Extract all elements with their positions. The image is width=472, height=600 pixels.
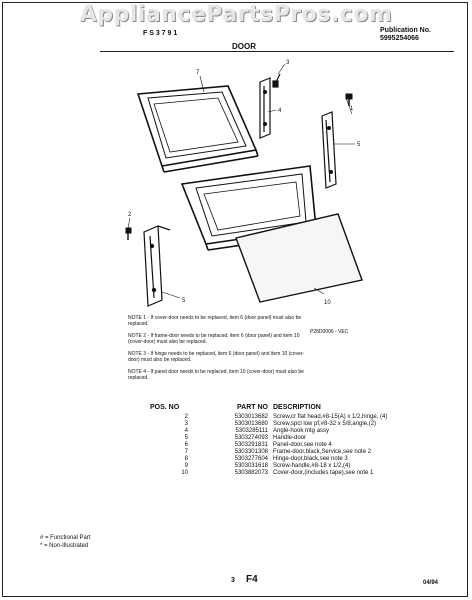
description-cell: Angle-hook mtg assy [273, 428, 330, 434]
pos-cell: 7 [184, 449, 188, 455]
header-rule [100, 51, 454, 52]
table-row [150, 428, 423, 435]
part-no-cell: 5303013680 [234, 421, 268, 427]
column-header: PART NO [237, 404, 268, 411]
table-row [150, 456, 423, 463]
part-no-cell: 5303013682 [234, 414, 268, 420]
page-code: F4 [246, 574, 258, 585]
callout-label: 5 [357, 142, 361, 148]
hinge-bottom-part [144, 226, 170, 306]
description-cell: Screw,spcl low pf,#8-32 x 5/8,angle,(2) [273, 421, 377, 427]
description-cell: Hinge-door,black,see note 3 [273, 456, 348, 462]
pos-cell: 8 [184, 456, 188, 462]
part-no-cell: 5303274093 [234, 435, 268, 441]
callout-label: 10 [324, 300, 331, 306]
part-no-cell: 5303031618 [234, 463, 268, 469]
figure-code: P28D0006 - VEC [310, 329, 349, 335]
note: NOTE 1 - If cover-door needs to be replaced, item 6 (door panel) must also be replaced. [128, 315, 302, 327]
description-cell: Screw-handle,#8-18 x 1/2,(4) [273, 463, 351, 469]
table-header-row [150, 404, 423, 414]
legend-item: * = Non-Illustrated [40, 543, 89, 549]
callout-label: 4 [278, 108, 282, 114]
pos-cell: 4 [184, 428, 188, 434]
frame-door-part [138, 86, 258, 172]
hinge-right-part [322, 112, 336, 188]
table-row [150, 442, 423, 449]
callout-label: 5 [182, 298, 186, 304]
table-row [150, 414, 423, 421]
part-no-cell: 5303277604 [234, 456, 268, 462]
screw-left-part [126, 228, 131, 240]
description-cell: Frame-door,black,Service,see note 2 [273, 449, 372, 455]
description-cell: Screw,cr flat head,#8-15(A) x 1/2,hinge, (4) [273, 414, 388, 420]
part-no-cell: 5303301308 [234, 449, 268, 455]
hinge-top-part [260, 74, 280, 138]
note: NOTE 3 - If hinge needs to be replaced, item 6 (door panel) and item 10 (cover-door) must also be replaced. [128, 351, 305, 363]
model-code: F S 3 7 9 1 [143, 30, 178, 37]
notes-block [128, 315, 308, 387]
table-row [150, 463, 423, 470]
pos-cell: 10 [181, 470, 188, 476]
publication-label: Publication No. [380, 27, 431, 34]
part-no-cell: 5303882073 [234, 470, 268, 476]
pos-cell: 6 [184, 442, 188, 448]
callout-label: 1 [350, 106, 354, 112]
description-cell: Panel-door,see note 4 [273, 442, 332, 448]
publication-number: 5995254066 [380, 35, 419, 42]
watermark: AppliancePartsPros.com [79, 2, 393, 27]
table-row [150, 421, 423, 428]
note: NOTE 4 - If panel door needs to be replaced, item 10 (cover-door) must also be replaced. [128, 369, 304, 381]
note: NOTE 2 - If frame-door needs to be replaced, item 6 (door panel) and item 10 (cover-door) must also be replaced. [128, 333, 300, 345]
part-no-cell: 5303285111 [235, 428, 268, 434]
parts-table [150, 404, 423, 477]
legend [40, 534, 91, 550]
publication-block [380, 27, 431, 43]
callout-label: 3 [286, 60, 290, 66]
callout-label: 7 [196, 70, 200, 76]
page-number: 3 [231, 577, 235, 584]
part-no-cell: 5303291831 [234, 442, 268, 448]
pos-cell: 9 [184, 463, 188, 469]
publication-date: 04/94 [423, 580, 439, 586]
column-header: POS. NO [150, 404, 180, 411]
table-row [150, 449, 423, 456]
pos-cell: 5 [184, 435, 188, 441]
pos-cell: 2 [184, 414, 188, 420]
pos-cell: 3 [184, 421, 188, 427]
description-cell: Cover-door,(includes tape),see note 1 [273, 470, 374, 476]
legend-item: # = Functional Part [40, 535, 91, 541]
description-cell: Handle-door [273, 435, 307, 441]
column-header: DESCRIPTION [273, 404, 321, 411]
section-title: DOOR [232, 42, 256, 51]
exploded-diagram [100, 54, 460, 322]
callout-label: 2 [128, 212, 132, 218]
cover-door-part [236, 214, 362, 302]
table-row [150, 470, 423, 477]
table-row [150, 435, 423, 442]
